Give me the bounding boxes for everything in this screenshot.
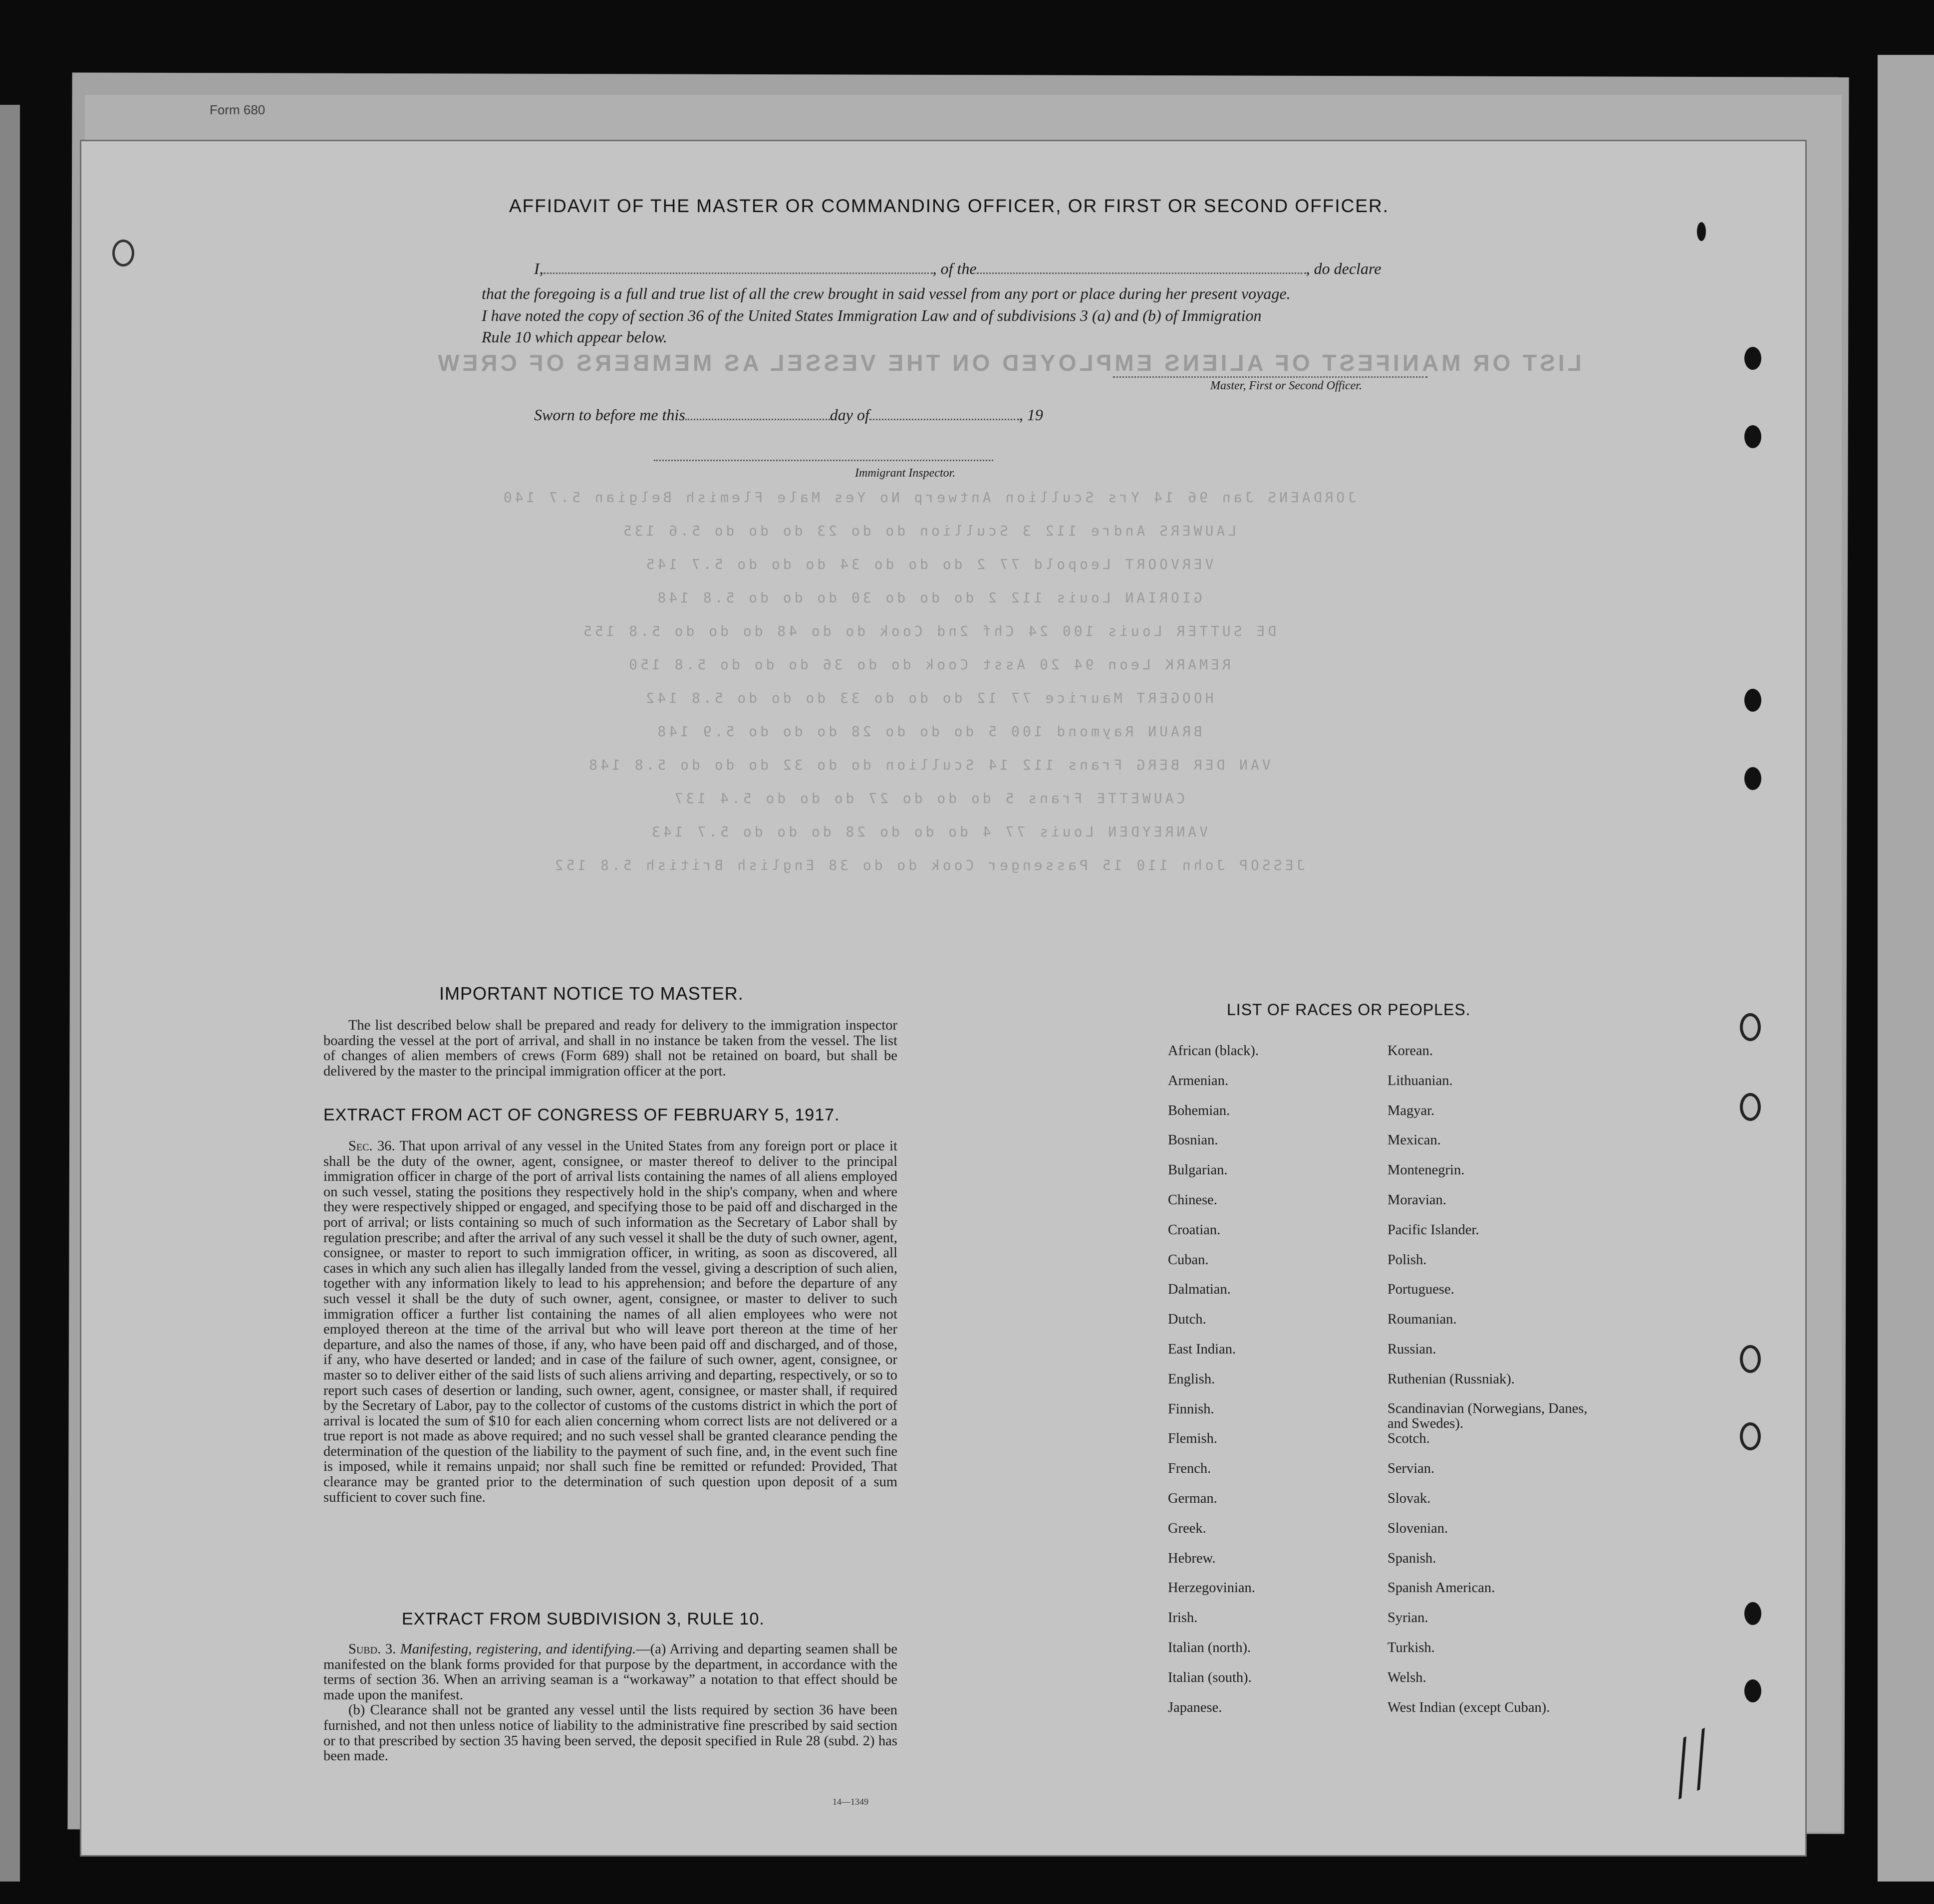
punch-ring-left xyxy=(112,240,134,267)
race-item: Slovak. xyxy=(1387,1490,1431,1506)
master-signature-line[interactable] xyxy=(1113,363,1427,378)
extract-act-title: EXTRACT FROM ACT OF CONGRESS OF FEBRUARY 5, 1917. xyxy=(323,1105,840,1124)
master-name-field[interactable] xyxy=(544,260,933,274)
right-page-edge xyxy=(1878,55,1934,1882)
races-left-column xyxy=(1168,1043,1378,1729)
race-item: Russian. xyxy=(1387,1341,1436,1357)
race-item: English. xyxy=(1168,1371,1215,1387)
bleed-through-header: LIST OR MANIFEST OF ALIENS EMPLOYED ON THE VESSEL AS MEMBERS OF CREW xyxy=(435,350,1582,376)
race-item: Magyar. xyxy=(1387,1102,1435,1118)
race-item: Herzegovinian. xyxy=(1168,1580,1255,1596)
race-item: Bulgarian. xyxy=(1168,1162,1228,1178)
race-item: Greek. xyxy=(1168,1520,1206,1536)
race-item: Flemish. xyxy=(1168,1431,1217,1447)
section-label: Sec. 36. xyxy=(348,1138,395,1154)
sworn-day-field[interactable] xyxy=(685,406,830,420)
affidavit-line-4: Rule 10 which appear below. xyxy=(482,328,667,346)
binding-hole xyxy=(1744,425,1761,448)
race-item: African (black). xyxy=(1168,1043,1259,1059)
race-item: Spanish. xyxy=(1387,1550,1436,1566)
form-print-code: 14—1349 xyxy=(832,1797,868,1807)
race-item: East Indian. xyxy=(1168,1341,1236,1357)
affidavit-line-2: that the foregoing is a full and true list of all the crew brought in said vessel from any port or place during her present voyage. xyxy=(482,284,1291,302)
binding-hole xyxy=(1744,767,1761,790)
race-item: Scandinavian (Norwegians, Danes, and Swedes). xyxy=(1387,1400,1588,1431)
left-page-edge xyxy=(0,105,20,1882)
binding-hole xyxy=(1744,1679,1761,1702)
race-item: Italian (south). xyxy=(1168,1669,1252,1685)
race-item: Dalmatian. xyxy=(1168,1282,1231,1298)
race-item: Chinese. xyxy=(1168,1192,1217,1208)
extract-act-text: Sec. 36. That upon arrival of any vessel in the United States from any foreign port or place it shall be the duty of the owner, agent, consignee, or master thereof to deliver to the principal immigration officer in charge of the port of arrival lists containing the names of all aliens employed on such vessel, stating the positions they respectively hold in the ship's company, when and where they were respectively shipped or engaged, and specifying those to be paid off and discharged in the port of arrival; or lists containing so much of such information as the Secretary of Labor shall by regulation prescribe; and after the arrival of any such vessel it shall be the duty of such owner, agent, consignee, or master to report to such immigration officer, in writing, as soon as discovered, all cases in which any such alien has illegally landed from the vessel, giving a description of such alien, together with any information likely to lead to his apprehension; and before the departure of any such vessel it shall be the duty of such owner, agent, consignee, or master to deliver to such immigration officer a further list containing the names of all alien employees who were not employed thereon at the time of the arrival but who will leave port thereon at the time of her departure, and also the names of those, if any, who have been paid off and discharged, and of those, if any, who have deserted or landed; and in case of the failure of such owner, agent, consignee, or master so to deliver either of the said lists of such aliens arriving and departing, respectively, or so to report such cases of desertion or landing, such owner, agent, consignee, or master shall, if required by the Secretary of Labor, pay to the collector of customs of the customs district in which the port of arrival is located the sum of $10 for each alien concerning whom correct lists are not delivered or a true report is not made as above required; and no such vessel shall be granted clearance pending the determination of the question of the liability to the payment of such fine, and, in the event such fine is imposed, while it remains unpaid; nor shall such fine be remitted or refunded: Provided, That clearance may be granted prior to the determination of such question upon deposit of a sum sufficient to cover such fine. xyxy=(323,1138,897,1505)
form-number: Form 680 xyxy=(210,102,266,117)
bleed-through-crew-table: JORDAENS Jan 96 14 Yrs Scullion Antwerp No Yes Male Flemish Belgian 5.7 140 LAUWERS Andre 112 3 Scullion do do 23 do do do 5.6 135 VERVOORT Leopold 77 2 do do do 34 do do do 5.7 145 GIORIAN Louis 112 2 do do do 30 do do do 5.8 148 DE SUTTER Louis 100 24 Chf 2nd Cook do do 48 do do do 5.8 155 REMARK Leon 94 20 Asst Cook do do 36 do do do 5.8 150 HOOGERT Maurice 77 12 do do do 33 do do do 5.8 142 BRAUN Raymond 100 5 do do do 28 do do do 5.9 148 VAN DER BERG Frans 112 14 Scullion do do 32 do do do 5.8 148 CAUWETTE Frans 5 do do do 27 do do do 5.4 137 VANREYDEN Louis 77 4 do do do 28 do do do 5.7 143 JESSOP John 110 15 Passenger Cook do do 38 English British 5.8 152 xyxy=(500,489,1357,873)
race-item: Scotch. xyxy=(1387,1431,1430,1447)
race-item: Irish. xyxy=(1168,1610,1198,1626)
race-item: Finnish. xyxy=(1168,1401,1214,1417)
races-right-column xyxy=(1387,1043,1597,1729)
binding-hole xyxy=(1744,689,1761,712)
binding-ring xyxy=(1740,1013,1761,1041)
important-notice-text: The list described below shall be prepared and ready for delivery to the immigration inspector boarding the vessel at the port of arrival, and shall in no instance be taken from the vessel. The list of changes of alien members of crews (Form 689) shall not be retained on board, but shall be delivered by the master to the principal immigration officer at the port. xyxy=(323,1018,897,1079)
vessel-name-field[interactable] xyxy=(977,260,1306,274)
race-item: Servian. xyxy=(1387,1461,1435,1477)
race-item: Portuguese. xyxy=(1387,1282,1454,1298)
handwritten-slash-mark: ⧸⧸ xyxy=(1654,1726,1720,1807)
race-item: Lithuanian. xyxy=(1387,1073,1453,1088)
race-item: Pacific Islander. xyxy=(1387,1222,1479,1238)
race-item: Cuban. xyxy=(1168,1252,1209,1268)
important-notice-title: IMPORTANT NOTICE TO MASTER. xyxy=(439,983,744,1004)
affidavit-line-3: I have noted the copy of section 36 of the United States Immigration Law and of subdivisions 3 (a) and (b) of Immigration xyxy=(482,306,1262,324)
race-item: Bohemian. xyxy=(1168,1102,1230,1118)
binding-ring xyxy=(1740,1422,1761,1450)
race-item: Moravian. xyxy=(1387,1192,1446,1208)
race-item: Dutch. xyxy=(1168,1312,1206,1328)
race-item: Croatian. xyxy=(1168,1222,1221,1238)
race-item: Montenegrin. xyxy=(1387,1162,1465,1178)
race-item: French. xyxy=(1168,1461,1211,1477)
binding-hole xyxy=(1744,347,1761,370)
race-item: Polish. xyxy=(1387,1252,1427,1268)
race-item: Slovenian. xyxy=(1387,1520,1448,1536)
race-item: Turkish. xyxy=(1387,1639,1435,1655)
races-title: LIST OF RACES OR PEOPLES. xyxy=(1227,1001,1471,1019)
race-item: Korean. xyxy=(1387,1043,1433,1059)
binding-ring xyxy=(1740,1093,1761,1121)
race-item: Bosnian. xyxy=(1168,1132,1218,1148)
affidavit-line-1: I, , of the , do declare xyxy=(534,260,1381,277)
binding-hole xyxy=(1744,1602,1761,1625)
race-item: West Indian (except Cuban). xyxy=(1387,1699,1550,1715)
race-item: Hebrew. xyxy=(1168,1550,1216,1566)
sworn-line: Sworn to before me this day of , 19 xyxy=(534,406,1043,424)
race-item: Ruthenian (Russniak). xyxy=(1387,1371,1515,1387)
sworn-month-field[interactable] xyxy=(869,406,1019,420)
race-item: Syrian. xyxy=(1387,1610,1428,1626)
binding-hole xyxy=(1697,222,1706,241)
extract-rule-title: EXTRACT FROM SUBDIVISION 3, RULE 10. xyxy=(402,1610,765,1629)
race-item: Japanese. xyxy=(1168,1699,1222,1715)
race-item: Roumanian. xyxy=(1387,1312,1457,1328)
affidavit-title: AFFIDAVIT OF THE MASTER OR COMMANDING OFFICER, OR FIRST OR SECOND OFFICER. xyxy=(509,196,1389,216)
race-item: Italian (north). xyxy=(1168,1639,1251,1655)
race-item: Spanish American. xyxy=(1387,1580,1495,1596)
inspector-signature-label: Immigrant Inspector. xyxy=(855,467,956,480)
race-item: Mexican. xyxy=(1387,1132,1441,1148)
extract-rule-text: Subd. 3. Manifesting, registering, and identifying.—(a) Arriving and departing seamen shall be manifested on the blank forms provided for that purpose by the department, in accordance with the terms of section 36. When an arriving seaman is a “workaway” a notation to that effect should be made upon the manifest. (b) Clearance shall not be granted any vessel until the lists required by section 36 have been furnished, and not then unless notice of liability to the administrative fine prescribed by said section or to that prescribed by section 35 having been served, the deposit specified in Rule 28 (subd. 2) has been made. xyxy=(323,1641,897,1764)
inspector-signature-line[interactable] xyxy=(654,447,993,461)
binding-ring xyxy=(1740,1345,1761,1373)
race-item: German. xyxy=(1168,1490,1217,1506)
race-item: Armenian. xyxy=(1168,1073,1229,1088)
master-signature-label: Master, First or Second Officer. xyxy=(1210,379,1362,392)
race-item: Welsh. xyxy=(1387,1669,1426,1685)
